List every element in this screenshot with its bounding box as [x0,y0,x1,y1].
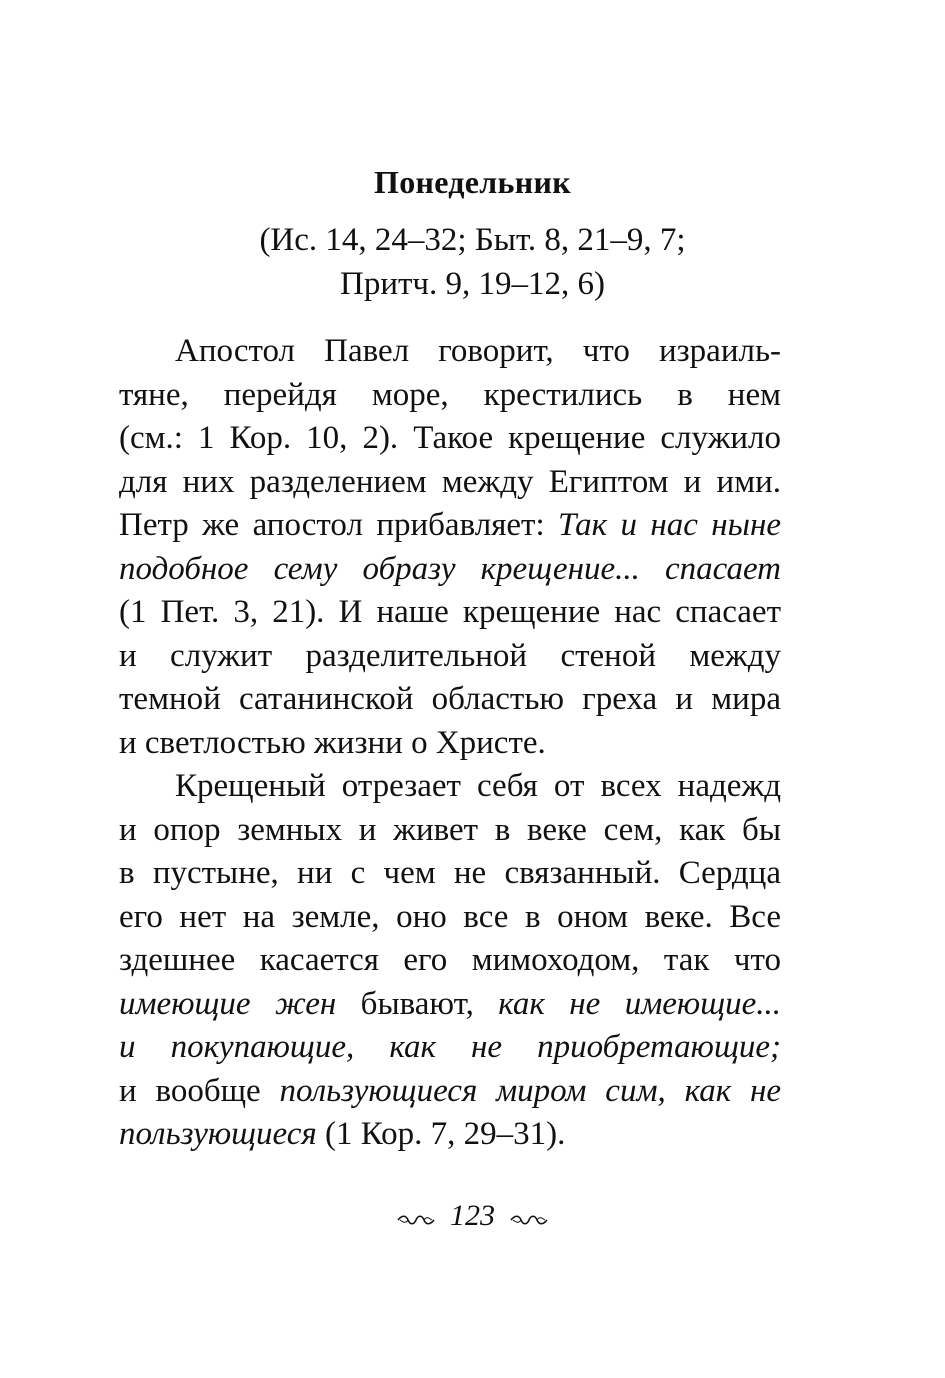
text-line [119,678,781,722]
text-line [119,1113,781,1157]
page-number: 123 [450,1199,495,1232]
text-run: (1 Кор. 7, 29–31). [316,1116,566,1152]
text-run: Петр же апостол прибавляет: [119,507,558,543]
text-run: (1 Пет. 3, 21). И наше крещение нас спасает [119,594,781,630]
text-run: темной сатанинской областью греха и мира [119,681,781,717]
italic-quote: имеющие жен [119,985,337,1022]
page-title: Понедельник [374,164,571,200]
text-line [119,765,781,809]
scripture-readings [0,218,945,306]
text-run: для них разделением между Египтом и ими. [119,463,781,500]
swirl-ornament-icon [396,1198,436,1238]
text-line [119,461,781,505]
text-line [119,635,781,679]
text-line [119,374,781,418]
body-text [119,330,781,1157]
readings-line-1: (Ис. 14, 24–32; Быт. 8, 21–9, 7; [259,222,686,258]
text-run: и вообще [119,1072,280,1109]
italic-quote: как не имеющие... [498,985,781,1022]
swirl-ornament-icon [509,1198,549,1238]
italic-quote: пользующиеся [119,1116,317,1152]
text-line [119,330,781,374]
text-run: и опор земных и живет в веке сем, как бы [119,811,781,848]
page-footer [0,1196,945,1238]
text-line [119,896,781,940]
italic-quote: подобное сему образу крещение... спасает [119,550,781,587]
text-line [119,983,781,1027]
text-run: и служит разделительной стеной между [119,637,781,674]
text-line [119,1026,781,1070]
paragraph-2 [119,765,781,1157]
text-run: и светлостью жизни о Христе. [119,724,546,761]
text-line [119,591,781,635]
text-line [119,722,781,766]
text-run: (см.: 1 Кор. 10, 2). Такое крещение служило [119,420,781,456]
text-run: Крещеный отрезает себя от всех надежд [175,768,781,804]
text-line [119,548,781,592]
text-run: здешнее касается его мимоходом, так что [119,942,781,978]
text-line [119,809,781,853]
text-line [119,417,781,461]
text-line [119,939,781,983]
text-run: тяне, перейдя море, крестились в нем [119,376,781,413]
text-line [119,504,781,548]
paragraph-1 [119,330,781,765]
text-run: бывают, [336,985,499,1022]
readings-line-2: Притч. 9, 19–12, 6) [340,266,605,302]
italic-quote: пользующиеся миром сим, как не [279,1072,781,1109]
text-line [119,852,781,896]
italic-quote: Так и нас ныне [558,507,781,543]
text-run: его нет на земле, оно все в оном веке. Все [119,898,781,935]
italic-quote: и покупающие, как не приобретающие; [119,1029,781,1065]
text-run: в пустыне, ни с чем не связанный. Сердца [119,855,781,891]
text-run: Апостол Павел говорит, что израиль- [175,333,781,369]
text-line [119,1070,781,1114]
